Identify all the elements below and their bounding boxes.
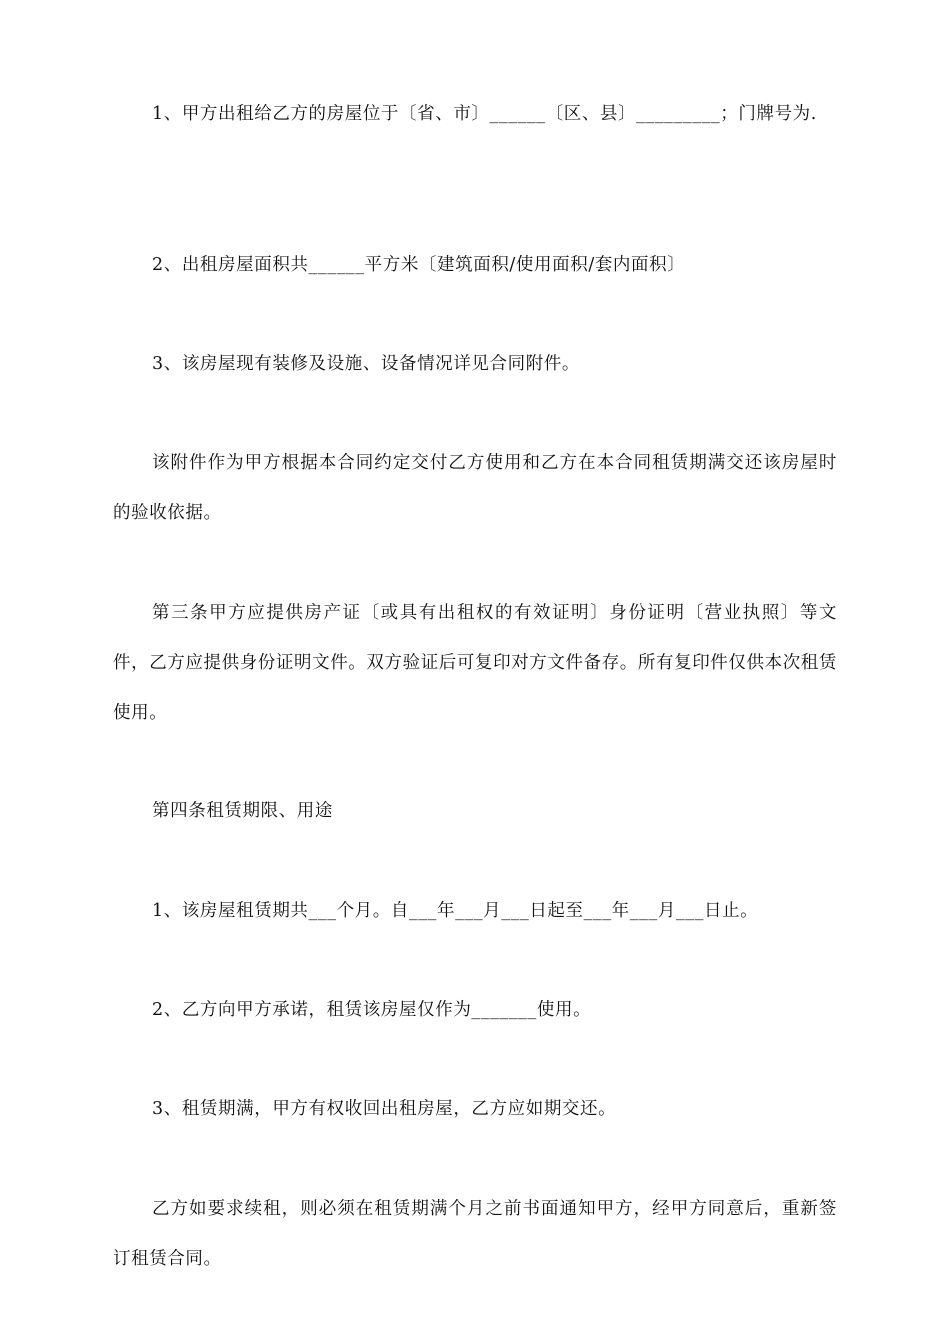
clause-lease-expiry: 3、租赁期满，甲方有权收回出租房屋，乙方应如期交还。	[152, 1099, 617, 1119]
clause-attachment-basis: 该附件作为甲方根据本合同约定交付乙方使用和乙方在本合同租赁期满交还该房屋时的验收依据。	[113, 453, 837, 523]
article-three: 第三条甲方应提供房产证〔或具有出租权的有效证明〕身份证明〔营业执照〕等文件，乙方应提供身份证明文件。双方验证后可复印对方文件备存。所有复印件仅供本次租赁使用。	[113, 603, 837, 723]
clause-house-fixtures: 3、该房屋现有装修及设施、设备情况详见合同附件。	[152, 354, 581, 374]
clause-house-location: 1、甲方出租给乙方的房屋位于〔省、市〕______〔区、县〕_________；门牌号为.	[152, 104, 817, 124]
clause-house-area: 2、出租房屋面积共______平方米〔建筑面积/使用面积/套内面积〕	[152, 255, 686, 275]
clause-lease-term: 1、该房屋租赁期共___个月。自___年___月___日起至___年___月___日止。	[152, 901, 759, 921]
clause-lease-renewal: 乙方如要求续租，则必须在租赁期满个月之前书面通知甲方，经甲方同意后，重新签订租赁合同。	[113, 1199, 837, 1269]
article-four-heading: 第四条租赁期限、用途	[152, 801, 333, 821]
clause-lease-usage: 2、乙方向甲方承诺，租赁该房屋仅作为_______使用。	[152, 1000, 592, 1020]
